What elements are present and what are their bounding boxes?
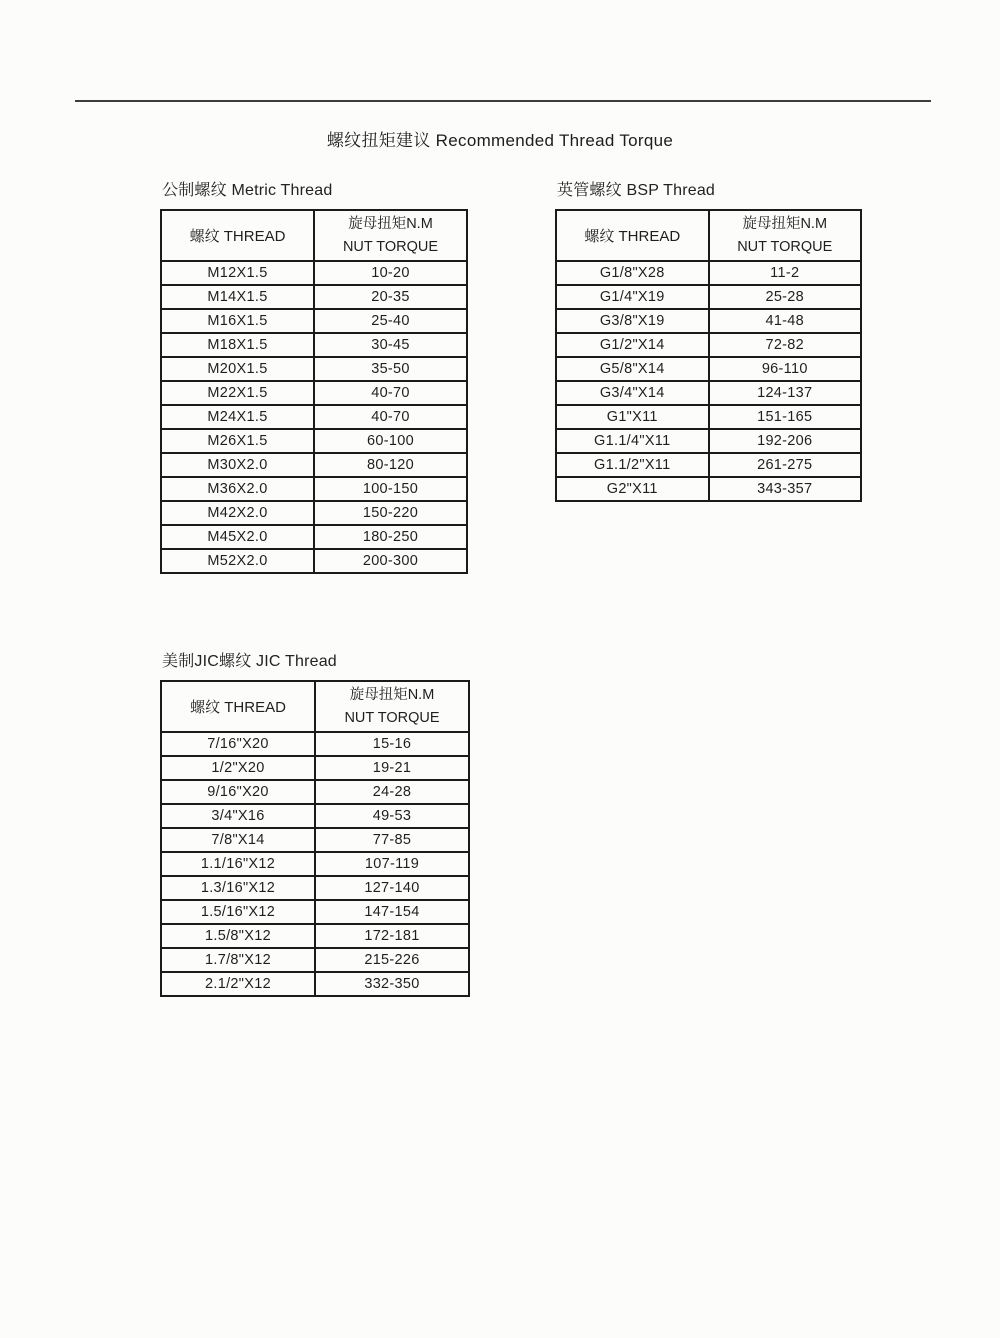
bsp-thread-table-body [556,261,861,501]
nut-torque-header-cn: 旋母扭矩N.M [348,216,433,233]
bsp-thread-section [555,177,862,502]
thread-cell: 7/16"X20 [161,732,315,756]
thread-cell: G1.1/2"X11 [556,453,709,477]
table-row [556,285,861,309]
table-row [161,477,467,501]
bsp-thread-table-header [556,210,861,261]
thread-cell: G3/8"X19 [556,309,709,333]
torque-cell: 30-45 [314,333,467,357]
thread-cell: M30X2.0 [161,453,314,477]
table-row [161,549,467,573]
thread-cell: 1.5/16"X12 [161,900,315,924]
thread-cell: M45X2.0 [161,525,314,549]
thread-cell: M18X1.5 [161,333,314,357]
torque-cell: 151-165 [709,405,862,429]
thread-cell: M22X1.5 [161,381,314,405]
thread-cell: M36X2.0 [161,477,314,501]
table-row [161,285,467,309]
thread-cell: M14X1.5 [161,285,314,309]
page-title: 螺纹扭矩建议 Recommended Thread Torque [326,131,674,150]
table-header-row [556,210,861,261]
nut-torque-header-cn: 旋母扭矩N.M [742,216,828,233]
torque-cell: 172-181 [315,924,469,948]
torque-cell: 200-300 [314,549,467,573]
table-row [556,309,861,333]
thread-cell: M20X1.5 [161,357,314,381]
jic-thread-caption: 美制JIC螺纹 JIC Thread [162,653,337,670]
table-row [161,924,469,948]
torque-cell: 15-16 [315,732,469,756]
torque-cell: 124-137 [709,381,862,405]
torque-cell: 261-275 [709,453,862,477]
table-row [556,381,861,405]
thread-cell: M42X2.0 [161,501,314,525]
thread-cell: G3/4"X14 [556,381,709,405]
table-row [161,381,467,405]
table-row [161,501,467,525]
thread-cell: G1.1/4"X11 [556,429,709,453]
thread-cell: 1.7/8"X12 [161,948,315,972]
bsp-thread-table [555,209,862,502]
thread-cell: G2"X11 [556,477,709,501]
torque-cell: 150-220 [314,501,467,525]
torque-cell: 20-35 [314,285,467,309]
torque-cell: 60-100 [314,429,467,453]
table-row [161,852,469,876]
table-row [556,333,861,357]
metric-thread-section [160,177,468,574]
torque-cell: 25-28 [709,285,862,309]
nut-torque-header-cn: 旋母扭矩N.M [349,687,435,704]
table-row [161,828,469,852]
table-header-row [161,681,469,732]
thread-cell: M52X2.0 [161,549,314,573]
table-row [161,804,469,828]
torque-cell: 72-82 [709,333,862,357]
torque-cell: 24-28 [315,780,469,804]
nut-torque-column-header [315,681,469,732]
torque-cell: 77-85 [315,828,469,852]
torque-cell: 332-350 [315,972,469,996]
thread-cell: 1/2"X20 [161,756,315,780]
table-row [161,429,467,453]
table-row [161,948,469,972]
nut-torque-header-en: NUT TORQUE [344,709,440,726]
jic-thread-table-body [161,732,469,996]
torque-cell: 96-110 [709,357,862,381]
metric-thread-table-header [161,210,467,261]
thread-cell: G5/8"X14 [556,357,709,381]
table-row [161,525,467,549]
table-row [161,333,467,357]
table-row [161,780,469,804]
table-row [556,261,861,285]
metric-thread-table-body [161,261,467,573]
thread-column-header: 螺纹 THREAD [161,210,314,261]
torque-cell: 40-70 [314,381,467,405]
table-row [161,876,469,900]
table-row [556,477,861,501]
torque-cell: 100-150 [314,477,467,501]
torque-cell: 19-21 [315,756,469,780]
thread-column-header: 螺纹 THREAD [556,210,709,261]
torque-cell: 35-50 [314,357,467,381]
torque-cell: 41-48 [709,309,862,333]
jic-thread-section [160,648,470,997]
thread-cell: G1/8"X28 [556,261,709,285]
thread-cell: 2.1/2"X12 [161,972,315,996]
table-row [556,357,861,381]
thread-cell: 1.5/8"X12 [161,924,315,948]
nut-torque-column-header [709,210,862,261]
table-row [556,405,861,429]
table-row [161,405,467,429]
torque-cell: 10-20 [314,261,467,285]
torque-cell: 192-206 [709,429,862,453]
torque-cell: 147-154 [315,900,469,924]
thread-cell: G1/2"X14 [556,333,709,357]
table-row [556,429,861,453]
metric-thread-table [160,209,468,574]
table-row [161,309,467,333]
thread-cell: M26X1.5 [161,429,314,453]
thread-cell: M24X1.5 [161,405,314,429]
jic-thread-table [160,680,470,997]
table-row [161,900,469,924]
nut-torque-header-en: NUT TORQUE [737,238,833,255]
nut-torque-header-en: NUT TORQUE [342,238,439,255]
thread-cell: M12X1.5 [161,261,314,285]
thread-cell: 9/16"X20 [161,780,315,804]
torque-cell: 127-140 [315,876,469,900]
table-row [161,972,469,996]
thread-cell: G1"X11 [556,405,709,429]
torque-cell: 343-357 [709,477,862,501]
table-row [161,357,467,381]
torque-cell: 49-53 [315,804,469,828]
torque-cell: 180-250 [314,525,467,549]
torque-cell: 25-40 [314,309,467,333]
thread-cell: G1/4"X19 [556,285,709,309]
thread-cell: 1.3/16"X12 [161,876,315,900]
jic-thread-table-header [161,681,469,732]
thread-cell: 3/4"X16 [161,804,315,828]
torque-cell: 11-2 [709,261,862,285]
thread-cell: 7/8"X14 [161,828,315,852]
table-row [161,732,469,756]
top-divider [75,100,931,102]
torque-cell: 80-120 [314,453,467,477]
metric-thread-caption: 公制螺纹 Metric Thread [162,182,333,199]
nut-torque-column-header [314,210,467,261]
torque-cell: 215-226 [315,948,469,972]
torque-cell: 107-119 [315,852,469,876]
table-row [161,261,467,285]
thread-column-header: 螺纹 THREAD [161,681,315,732]
bsp-thread-caption: 英管螺纹 BSP Thread [557,182,716,199]
torque-cell: 40-70 [314,405,467,429]
table-row [556,453,861,477]
thread-cell: 1.1/16"X12 [161,852,315,876]
table-row [161,756,469,780]
thread-cell: M16X1.5 [161,309,314,333]
table-header-row [161,210,467,261]
table-row [161,453,467,477]
